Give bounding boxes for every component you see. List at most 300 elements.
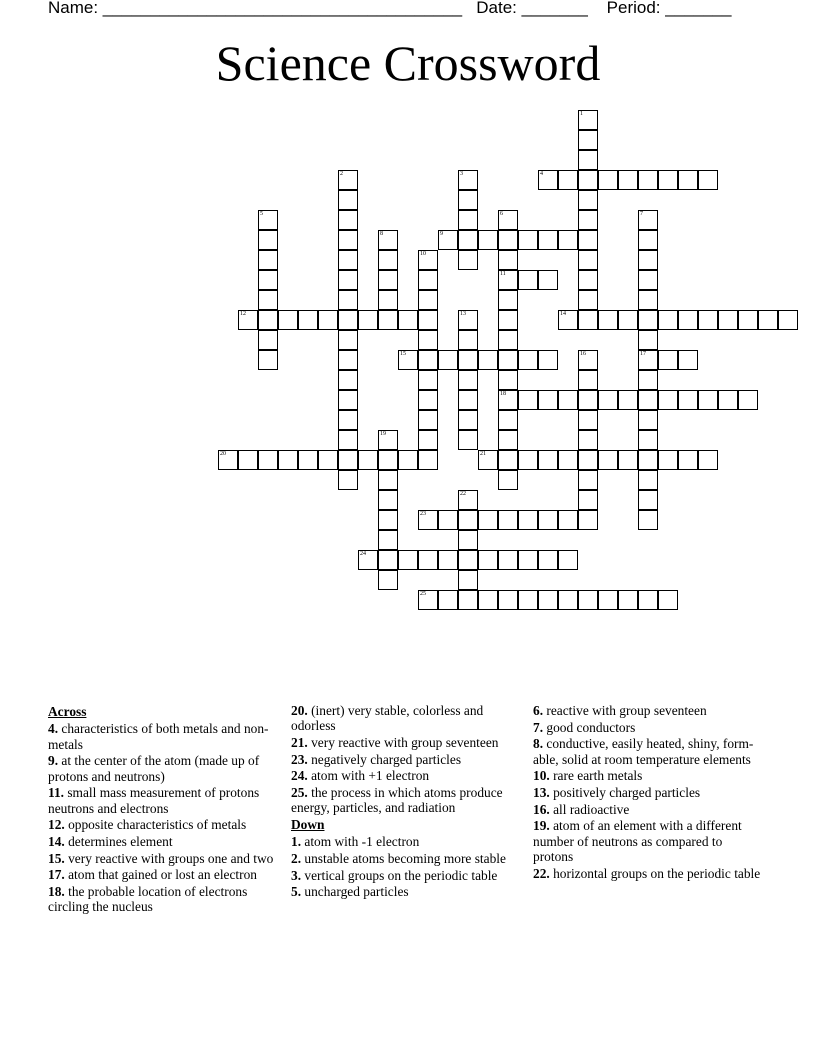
crossword-cell[interactable] (438, 230, 458, 250)
crossword-cell[interactable] (578, 210, 598, 230)
crossword-cell[interactable] (458, 590, 478, 610)
crossword-cell[interactable] (458, 370, 478, 390)
crossword-cell[interactable] (378, 470, 398, 490)
crossword-cell[interactable] (518, 550, 538, 570)
crossword-cell[interactable] (498, 350, 518, 370)
crossword-cell[interactable] (638, 270, 658, 290)
crossword-cell[interactable] (678, 390, 698, 410)
clue-text: uncharged particles (301, 884, 409, 900)
crossword-cell[interactable] (598, 450, 618, 470)
crossword-cell[interactable] (478, 510, 498, 530)
crossword-cell[interactable] (258, 250, 278, 270)
crossword-cell[interactable] (638, 290, 658, 310)
crossword-cell[interactable] (498, 330, 518, 350)
crossword-cell[interactable] (378, 510, 398, 530)
crossword-cell[interactable] (638, 250, 658, 270)
clue-text: atom with -1 electron (301, 834, 420, 850)
crossword-cell[interactable] (578, 290, 598, 310)
crossword-cell[interactable] (358, 450, 378, 470)
crossword-cell[interactable] (498, 450, 518, 470)
crossword-cell[interactable] (338, 230, 358, 250)
crossword-cell[interactable] (418, 290, 438, 310)
crossword-cell[interactable] (458, 550, 478, 570)
crossword-cell[interactable] (498, 250, 518, 270)
crossword-cell[interactable] (558, 390, 578, 410)
crossword-cell[interactable] (418, 430, 438, 450)
crossword-cell[interactable] (338, 270, 358, 290)
crossword-cell[interactable] (338, 430, 358, 450)
clue-item (533, 866, 763, 881)
crossword-cell[interactable] (378, 490, 398, 510)
crossword-cell[interactable] (558, 170, 578, 190)
crossword-cell[interactable] (398, 550, 418, 570)
clue-text: (inert) very stable, colorless and odorless (291, 703, 484, 734)
clue-number: 9. (48, 753, 59, 769)
crossword-cell[interactable] (578, 190, 598, 210)
crossword-cell[interactable] (558, 310, 578, 330)
cell-number: 12 (240, 311, 246, 317)
crossword-cell[interactable] (658, 170, 678, 190)
crossword-cell[interactable] (638, 370, 658, 390)
crossword-cell[interactable] (578, 130, 598, 150)
crossword-cell[interactable] (378, 250, 398, 270)
crossword-cell[interactable] (478, 230, 498, 250)
crossword-cell[interactable] (378, 290, 398, 310)
crossword-cell[interactable] (558, 230, 578, 250)
clue-item (291, 868, 521, 883)
clue-text: the probable location of electrons circling the nucleus (48, 884, 248, 915)
crossword-cell[interactable] (418, 330, 438, 350)
crossword-cell[interactable] (338, 450, 358, 470)
crossword-cell[interactable] (638, 590, 658, 610)
crossword-cell[interactable] (638, 350, 658, 370)
clue-number: 12. (48, 817, 65, 833)
crossword-cell[interactable] (338, 170, 358, 190)
clue-item (291, 851, 521, 866)
crossword-cell[interactable] (578, 150, 598, 170)
clue-item (48, 817, 278, 832)
cell-number: 5 (260, 211, 263, 217)
clue-number: 17. (48, 867, 65, 883)
crossword-cell[interactable] (578, 310, 598, 330)
crossword-cell[interactable] (578, 230, 598, 250)
clue-number: 7. (533, 719, 544, 735)
crossword-cell[interactable] (418, 590, 438, 610)
crossword-cell[interactable] (618, 170, 638, 190)
crossword-cell[interactable] (258, 310, 278, 330)
crossword-cell[interactable] (338, 410, 358, 430)
cell-number: 20 (220, 451, 226, 457)
clue-number: 5. (291, 884, 302, 900)
crossword-cell[interactable] (758, 310, 778, 330)
crossword-cell[interactable] (678, 310, 698, 330)
crossword-cell[interactable] (578, 410, 598, 430)
crossword-cell[interactable] (618, 590, 638, 610)
crossword-cell[interactable] (498, 470, 518, 490)
crossword-cell[interactable] (498, 310, 518, 330)
clue-item (48, 721, 278, 752)
crossword-cell[interactable] (378, 430, 398, 450)
clue-item (48, 834, 278, 849)
crossword-cell[interactable] (378, 230, 398, 250)
crossword-cell[interactable] (258, 330, 278, 350)
crossword-cell[interactable] (598, 310, 618, 330)
clue-item (533, 703, 763, 718)
crossword-cell[interactable] (638, 430, 658, 450)
clue-item (291, 752, 521, 767)
crossword-cell[interactable] (618, 310, 638, 330)
crossword-cell[interactable] (418, 450, 438, 470)
crossword-cell[interactable] (618, 450, 638, 470)
crossword-cell[interactable] (578, 350, 598, 370)
crossword-cell[interactable] (458, 390, 478, 410)
clue-item (291, 735, 521, 750)
clue-item (48, 884, 278, 915)
clue-item (48, 851, 278, 866)
crossword-cell[interactable] (578, 590, 598, 610)
clue-text: negatively charged particles (307, 751, 462, 767)
crossword-cell[interactable] (338, 370, 358, 390)
crossword-cell[interactable] (658, 450, 678, 470)
crossword-cell[interactable] (378, 310, 398, 330)
clue-number: 25. (291, 785, 308, 801)
crossword-cell[interactable] (518, 450, 538, 470)
crossword-cell[interactable] (698, 450, 718, 470)
crossword-cell[interactable] (658, 590, 678, 610)
clue-text: at the center of the atom (made up of protons and neutrons) (48, 753, 260, 784)
crossword-cell[interactable] (218, 450, 238, 470)
crossword-cell[interactable] (418, 410, 438, 430)
clue-number: 2. (291, 851, 302, 867)
crossword-cell[interactable] (338, 350, 358, 370)
crossword-cell[interactable] (698, 310, 718, 330)
cell-number: 24 (360, 551, 366, 557)
crossword-cell[interactable] (638, 410, 658, 430)
crossword-cell[interactable] (258, 290, 278, 310)
name-date-period-line[interactable]: Name: ______________________________________ Date: _______ Period: _______ (48, 0, 732, 17)
crossword-cell[interactable] (698, 390, 718, 410)
crossword-cell[interactable] (638, 450, 658, 470)
crossword-cell[interactable] (538, 450, 558, 470)
clue-item (291, 768, 521, 783)
cell-number: 9 (440, 231, 443, 237)
crossword-cell[interactable] (578, 250, 598, 270)
crossword-cell[interactable] (598, 590, 618, 610)
cell-number: 14 (560, 311, 566, 317)
crossword-cell[interactable] (498, 390, 518, 410)
crossword-cell[interactable] (638, 230, 658, 250)
cell-number: 6 (500, 211, 503, 217)
clue-column-2 (291, 703, 521, 901)
clue-text: atom that gained or lost an electron (64, 867, 257, 883)
clue-number: 24. (291, 768, 308, 784)
cell-number: 18 (500, 391, 506, 397)
crossword-cell[interactable] (338, 210, 358, 230)
crossword-cell[interactable] (458, 310, 478, 330)
crossword-cell[interactable] (418, 270, 438, 290)
cell-number: 1 (580, 111, 583, 117)
crossword-cell[interactable] (498, 590, 518, 610)
crossword-cell[interactable] (378, 270, 398, 290)
crossword-cell[interactable] (538, 590, 558, 610)
crossword-cell[interactable] (678, 450, 698, 470)
crossword-cell[interactable] (638, 170, 658, 190)
crossword-cell[interactable] (638, 470, 658, 490)
crossword-cell[interactable] (338, 470, 358, 490)
crossword-cell[interactable] (338, 390, 358, 410)
clue-text: reactive with group seventeen (543, 703, 707, 718)
crossword-cell[interactable] (378, 530, 398, 550)
crossword-cell[interactable] (518, 230, 538, 250)
crossword-cell[interactable] (578, 370, 598, 390)
crossword-cell[interactable] (298, 310, 318, 330)
crossword-cell[interactable] (258, 210, 278, 230)
crossword-cell[interactable] (538, 230, 558, 250)
crossword-cell[interactable] (318, 310, 338, 330)
page-title: Science Crossword (215, 35, 601, 91)
crossword-cell[interactable] (338, 330, 358, 350)
crossword-cell[interactable] (558, 510, 578, 530)
crossword-cell[interactable] (578, 270, 598, 290)
clue-text: unstable atoms becoming more stable (301, 851, 506, 867)
clue-number: 1. (291, 834, 302, 850)
cell-number: 13 (460, 311, 466, 317)
crossword-cell[interactable] (458, 410, 478, 430)
crossword-cell[interactable] (738, 390, 758, 410)
crossword-cell[interactable] (438, 550, 458, 570)
clue-text: vertical groups on the periodic table (301, 867, 498, 883)
crossword-cell[interactable] (418, 310, 438, 330)
clue-number: 15. (48, 850, 65, 866)
clue-number: 18. (48, 884, 65, 899)
crossword-cell[interactable] (278, 310, 298, 330)
across-heading: Across (48, 704, 87, 719)
crossword-cell[interactable] (598, 170, 618, 190)
crossword-cell[interactable] (418, 350, 438, 370)
clue-text: atom of an element with a different number of neutrons as compared to protons (533, 818, 742, 865)
cell-number: 17 (640, 351, 646, 357)
crossword-cell[interactable] (318, 450, 338, 470)
crossword-cell[interactable] (538, 510, 558, 530)
crossword-cell[interactable] (498, 290, 518, 310)
crossword-cell[interactable] (578, 510, 598, 530)
crossword-cell[interactable] (678, 170, 698, 190)
crossword-cell[interactable] (458, 430, 478, 450)
crossword-cell[interactable] (258, 350, 278, 370)
clue-number: 23. (291, 751, 308, 767)
clue-item (48, 785, 278, 816)
crossword-cell[interactable] (338, 190, 358, 210)
crossword-cell[interactable] (538, 550, 558, 570)
clue-number: 20. (291, 703, 308, 718)
crossword-cell[interactable] (538, 350, 558, 370)
clue-item (533, 802, 763, 817)
crossword-cell[interactable] (638, 310, 658, 330)
crossword-cell[interactable] (478, 550, 498, 570)
crossword-cell[interactable] (458, 350, 478, 370)
crossword-cell[interactable] (578, 450, 598, 470)
crossword-cell[interactable] (258, 450, 278, 470)
crossword-cell[interactable] (438, 510, 458, 530)
crossword-cell[interactable] (518, 590, 538, 610)
cell-number: 19 (380, 431, 386, 437)
clue-number: 8. (533, 736, 544, 752)
crossword-cell[interactable] (418, 550, 438, 570)
cell-number: 10 (420, 251, 426, 257)
crossword-cell[interactable] (598, 390, 618, 410)
crossword-cell[interactable] (458, 230, 478, 250)
crossword-cell[interactable] (638, 330, 658, 350)
crossword-cell[interactable] (718, 310, 738, 330)
clue-text: opposite characteristics of metals (64, 817, 247, 833)
crossword-cell[interactable] (618, 390, 638, 410)
crossword-cell[interactable] (518, 510, 538, 530)
crossword-cell[interactable] (378, 550, 398, 570)
crossword-cell[interactable] (658, 390, 678, 410)
crossword-cell[interactable] (498, 210, 518, 230)
crossword-cell[interactable] (578, 430, 598, 450)
crossword-cell[interactable] (458, 210, 478, 230)
clue-number: 6. (533, 703, 544, 718)
crossword-cell[interactable] (778, 310, 798, 330)
clue-text: the process in which atoms produce energy, particles, and radiation (291, 785, 503, 816)
crossword-cell[interactable] (638, 390, 658, 410)
crossword-cell[interactable] (518, 390, 538, 410)
crossword-cell[interactable] (378, 450, 398, 470)
clue-text: determines element (64, 833, 173, 849)
clue-column-3 (533, 703, 763, 882)
crossword-cell[interactable] (458, 190, 478, 210)
cell-number: 21 (480, 451, 486, 457)
clue-column-1 (48, 703, 278, 916)
clue-item (533, 768, 763, 783)
clue-number: 11. (48, 785, 64, 801)
crossword-cell[interactable] (258, 230, 278, 250)
crossword-cell[interactable] (358, 550, 378, 570)
clue-number: 3. (291, 867, 302, 883)
crossword-cell[interactable] (498, 270, 518, 290)
clue-text: atom with +1 electron (307, 768, 430, 784)
crossword-cell[interactable] (298, 450, 318, 470)
crossword-cell[interactable] (338, 290, 358, 310)
crossword-cell[interactable] (458, 250, 478, 270)
crossword-cell[interactable] (658, 310, 678, 330)
crossword-cell[interactable] (278, 450, 298, 470)
clue-text: positively charged particles (549, 785, 701, 801)
crossword-cell[interactable] (478, 450, 498, 470)
clue-text: rare earth metals (549, 768, 643, 784)
crossword-cell[interactable] (398, 310, 418, 330)
crossword-cell[interactable] (238, 310, 258, 330)
crossword-cell[interactable] (458, 170, 478, 190)
crossword-cell[interactable] (498, 230, 518, 250)
crossword-cell[interactable] (498, 550, 518, 570)
crossword-cell[interactable] (398, 450, 418, 470)
clue-text: good conductors (543, 719, 636, 735)
crossword-cell[interactable] (438, 350, 458, 370)
clue-text: all radioactive (549, 801, 630, 817)
clue-item (533, 736, 763, 767)
crossword-cell[interactable] (498, 410, 518, 430)
cell-number: 16 (580, 351, 586, 357)
crossword-cell[interactable] (458, 530, 478, 550)
crossword-cell[interactable] (238, 450, 258, 470)
crossword-cell[interactable] (478, 350, 498, 370)
down-heading: Down (291, 817, 325, 833)
clue-item (291, 785, 521, 816)
clue-item (291, 884, 521, 899)
crossword-cell[interactable] (558, 590, 578, 610)
crossword-cell[interactable] (418, 250, 438, 270)
crossword-cell[interactable] (638, 490, 658, 510)
crossword-cell[interactable] (438, 590, 458, 610)
crossword-cell[interactable] (518, 350, 538, 370)
crossword-cell[interactable] (538, 270, 558, 290)
cell-number: 2 (340, 171, 343, 177)
crossword-cell[interactable] (378, 570, 398, 590)
crossword-cell[interactable] (538, 170, 558, 190)
crossword-cell[interactable] (558, 450, 578, 470)
crossword-cell[interactable] (338, 310, 358, 330)
cell-number: 25 (420, 591, 426, 597)
crossword-cell[interactable] (638, 510, 658, 530)
crossword-cell[interactable] (398, 350, 418, 370)
crossword-cell[interactable] (418, 390, 438, 410)
crossword-cell[interactable] (638, 210, 658, 230)
crossword-cell[interactable] (718, 390, 738, 410)
clue-item (48, 753, 278, 784)
crossword-cell[interactable] (578, 170, 598, 190)
clue-text: very reactive with groups one and two (64, 850, 274, 866)
clue-text: conductive, easily heated, shiny, form-able, solid at room temperature elements (533, 736, 754, 767)
crossword-cell[interactable] (458, 330, 478, 350)
crossword-cell[interactable] (518, 270, 538, 290)
crossword-cell[interactable] (358, 310, 378, 330)
crossword-cell[interactable] (538, 390, 558, 410)
crossword-cell[interactable] (658, 350, 678, 370)
crossword-cell[interactable] (498, 370, 518, 390)
crossword-cell[interactable] (498, 510, 518, 530)
clue-number: 13. (533, 785, 550, 801)
crossword-cell[interactable] (558, 550, 578, 570)
crossword-cell[interactable] (478, 590, 498, 610)
clue-text: small mass measurement of protons neutrons and electrons (48, 785, 260, 816)
cell-number: 3 (460, 171, 463, 177)
crossword-cell[interactable] (418, 510, 438, 530)
clue-item (533, 785, 763, 800)
crossword-cell[interactable] (458, 490, 478, 510)
crossword-cell[interactable] (498, 430, 518, 450)
clue-number: 16. (533, 801, 550, 817)
crossword-cell[interactable] (338, 250, 358, 270)
crossword-cell[interactable] (578, 470, 598, 490)
crossword-cell[interactable] (698, 170, 718, 190)
cell-number: 7 (640, 211, 643, 217)
crossword-cell[interactable] (418, 370, 438, 390)
crossword-cell[interactable] (458, 510, 478, 530)
clue-number: 10. (533, 768, 550, 784)
crossword-cell[interactable] (578, 490, 598, 510)
crossword-cell[interactable] (738, 310, 758, 330)
crossword-cell[interactable] (578, 110, 598, 130)
cell-number: 23 (420, 511, 426, 517)
crossword-cell[interactable] (678, 350, 698, 370)
crossword-cell[interactable] (258, 270, 278, 290)
crossword-cell[interactable] (458, 570, 478, 590)
cell-number: 15 (400, 351, 406, 357)
crossword-cell[interactable] (578, 390, 598, 410)
clue-item (48, 867, 278, 882)
